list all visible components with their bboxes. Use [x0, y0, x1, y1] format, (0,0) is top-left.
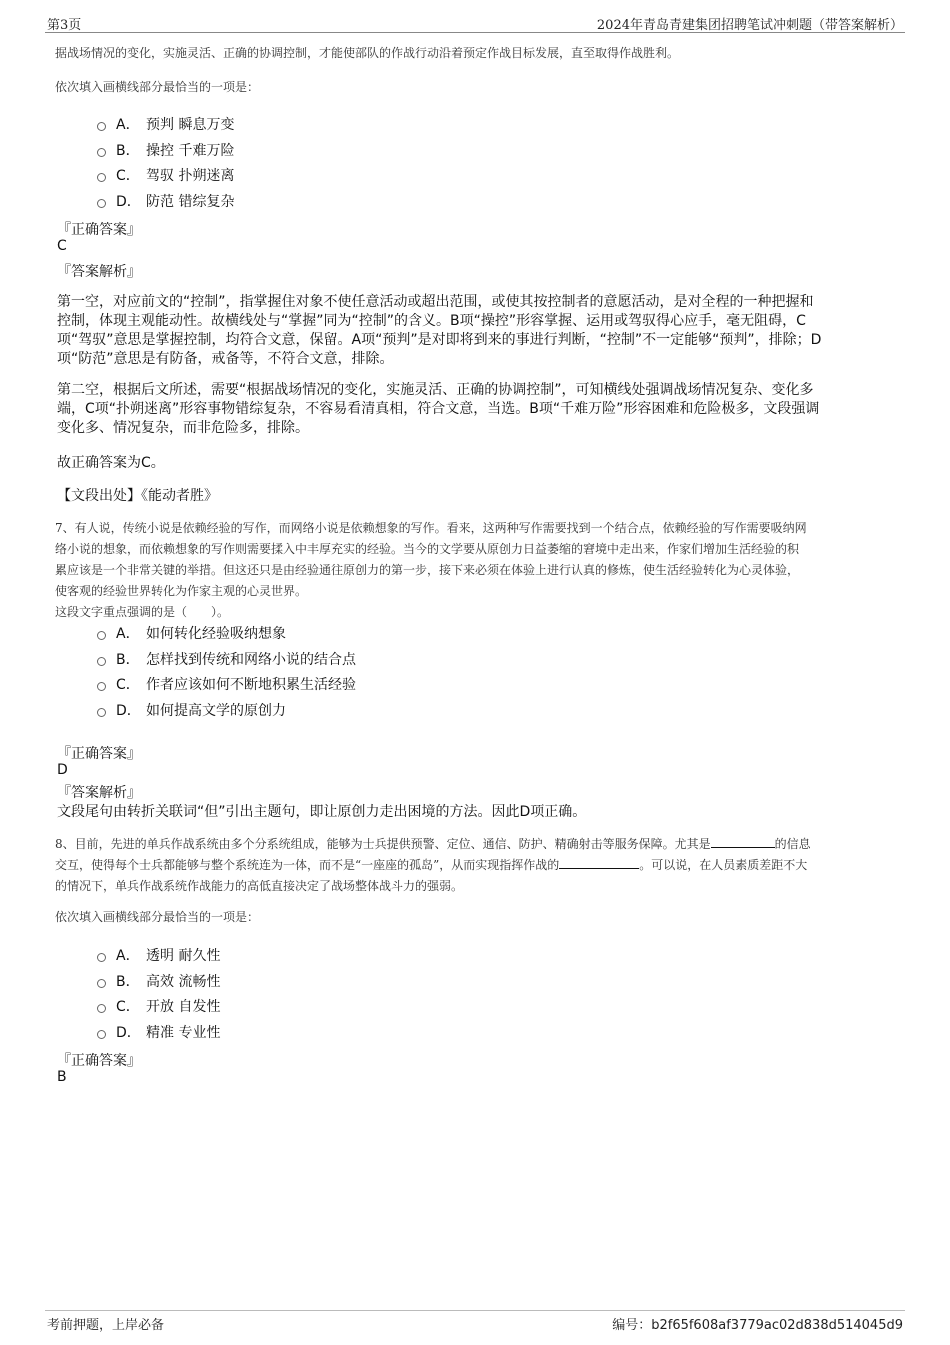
- option-text: 操控 千难万险: [146, 143, 235, 159]
- footer-divider: [45, 1310, 905, 1311]
- q6-analysis-label: 『答案解析』: [57, 264, 141, 280]
- footer-code: [612, 1314, 903, 1333]
- option-text: 透明 耐久性: [146, 948, 221, 964]
- option-text: 精准 专业性: [146, 1025, 221, 1041]
- option-text: 防范 错综复杂: [146, 194, 235, 210]
- stem-line: 络小说的想象，而依赖想象的写作则需要揉入中丰厚充实的经验。当今的文学要从原创力日益萎缩的窘境中走出来，作家们增加生活经验的积: [55, 542, 800, 556]
- q8-answer-label: 『正确答案』: [57, 1053, 141, 1069]
- option-text: 如何提高文学的原创力: [146, 703, 286, 719]
- option-letter: C．: [116, 999, 140, 1015]
- stem-text: 交互，使得每个士兵都能够与整个系统连为一体，而不是“一座座的孤岛”，从而实现指挥作战的: [55, 858, 560, 872]
- stem-text: 的信息: [774, 837, 811, 851]
- radio-icon[interactable]: [97, 682, 106, 691]
- radio-icon[interactable]: [97, 1030, 106, 1039]
- q6-analysis-paragraph-1: [57, 293, 897, 369]
- blank-2: [559, 857, 639, 869]
- q6-option-b[interactable]: [97, 140, 234, 160]
- option-text: 怎样找到传统和网络小说的结合点: [146, 652, 356, 668]
- option-letter: A．: [116, 626, 140, 642]
- option-letter: B．: [116, 143, 140, 159]
- option-letter: D．: [116, 194, 141, 210]
- radio-icon[interactable]: [97, 122, 106, 131]
- option-letter: C．: [116, 168, 140, 184]
- q7-analysis: 文段尾句由转折关联词“但”引出主题句，即让原创力走出困境的方法。因此D项正确。: [57, 804, 587, 820]
- radio-icon[interactable]: [97, 708, 106, 717]
- option-letter: B．: [116, 652, 140, 668]
- option-text: 预判 瞬息万变: [146, 117, 235, 133]
- option-letter: C．: [116, 677, 140, 693]
- q8-stem: [55, 834, 905, 897]
- radio-icon[interactable]: [97, 953, 106, 962]
- q6-answer-label: 『正确答案』: [57, 222, 141, 238]
- header-divider: [45, 32, 905, 33]
- option-letter: B．: [116, 974, 140, 990]
- q6-option-a[interactable]: [97, 114, 234, 134]
- q6-stem-tail: 据战场情况的变化，实施灵活、正确的协调控制，才能使部队的作战行动沿着预定作战目标发展，直至取得作战胜利。: [55, 46, 680, 60]
- radio-icon[interactable]: [97, 631, 106, 640]
- q6-option-c[interactable]: [97, 165, 234, 185]
- analysis-line: 第一空，对应前文的“控制”，指掌握住对象不使任意活动或超出范围，或使其按控制者的意愿活动，是对全程的一种把握和: [57, 294, 814, 310]
- analysis-line: 端，C项“扑朔迷离”形容事物错综复杂，不容易看清真相，符合文意，当选。B项“千难万险”形容困难和危险极多，文段强调: [57, 401, 820, 417]
- stem-line: 累应该是一个非常关键的举措。但这还只是由经验通往原创力的第一步，接下来必须在体验上进行认真的修炼，使生活经验转化为心灵体验，: [55, 563, 800, 577]
- q8-option-a[interactable]: [97, 945, 220, 965]
- q7-option-d[interactable]: [97, 700, 286, 720]
- radio-icon[interactable]: [97, 657, 106, 666]
- q7-analysis-label: 『答案解析』: [57, 785, 141, 801]
- code-value: b2f65f608af3779ac02d838d514045d9: [651, 1318, 903, 1333]
- stem-line: 的情况下，单兵作战系统作战能力的高低直接决定了战场整体战斗力的强弱。: [55, 879, 464, 893]
- radio-icon[interactable]: [97, 1004, 106, 1013]
- option-text: 如何转化经验吸纳想象: [146, 626, 286, 642]
- q8-option-d[interactable]: [97, 1022, 220, 1042]
- q8-option-c[interactable]: [97, 996, 220, 1016]
- option-letter: A．: [116, 117, 140, 133]
- q8-answer: B: [57, 1069, 67, 1085]
- blank-1: [711, 836, 775, 848]
- q6-answer: C: [57, 238, 67, 254]
- stem-line: [55, 855, 905, 876]
- stem-text: 。可以说，在人员素质差距不大: [639, 858, 808, 872]
- radio-icon[interactable]: [97, 979, 106, 988]
- q6-instruction: 依次填入画横线部分最恰当的一项是：: [55, 80, 260, 94]
- code-label: 编号：: [612, 1318, 652, 1333]
- q7-answer-label: 『正确答案』: [57, 746, 141, 762]
- analysis-line: 变化多、情况复杂，而非危险多，排除。: [57, 420, 309, 436]
- page-number: 第3页: [47, 18, 82, 33]
- q8-option-b[interactable]: [97, 971, 220, 991]
- option-letter: D．: [116, 1025, 141, 1041]
- analysis-line: 项“防范”意思是有防备，戒备等，不符合文意，排除。: [57, 351, 394, 367]
- option-letter: D．: [116, 703, 141, 719]
- stem-line: 这段文字重点强调的是（ ）。: [55, 605, 230, 619]
- footer-slogan: 考前押题，上岸必备: [47, 1318, 165, 1333]
- q7-option-a[interactable]: [97, 623, 286, 643]
- stem-text: 8、目前，先进的单兵作战系统由多个分系统组成，能够为士兵提供预警、定位、通信、防护、精确射击等服务保障。尤其是: [55, 837, 711, 851]
- option-text: 高效 流畅性: [146, 974, 221, 990]
- q6-option-d[interactable]: [97, 191, 234, 211]
- radio-icon[interactable]: [97, 173, 106, 182]
- option-letter: A．: [116, 948, 140, 964]
- stem-line: 7、有人说，传统小说是依赖经验的写作，而网络小说是依赖想象的写作。看来，这两种写作需要找到一个结合点，依赖经验的写作需要吸纳网: [55, 521, 807, 535]
- q8-instruction: 依次填入画横线部分最恰当的一项是：: [55, 910, 260, 924]
- q7-option-c[interactable]: [97, 674, 356, 694]
- radio-icon[interactable]: [97, 148, 106, 157]
- q7-stem: [55, 518, 905, 623]
- analysis-line: 第二空，根据后文所述，需要“根据战场情况的变化，实施灵活、正确的协调控制”，可知横线处强调战场情况复杂、变化多: [57, 382, 814, 398]
- stem-line: 使客观的经验世界转化为作家主观的心灵世界。: [55, 584, 308, 598]
- analysis-line: 控制，体现主观能动性。故横线处与“掌握”同为“控制”的含义。B项“操控”形容掌握、运用或驾驭得心应手，毫无阻碍，C: [57, 313, 806, 329]
- q6-analysis-paragraph-2: [57, 381, 897, 438]
- document-title: 2024年青岛青建集团招聘笔试冲刺题（带答案解析）: [596, 18, 903, 33]
- option-text: 开放 自发性: [146, 999, 221, 1015]
- q6-conclusion: 故正确答案为C。: [57, 455, 165, 471]
- option-text: 驾驭 扑朔迷离: [146, 168, 235, 184]
- option-text: 作者应该如何不断地积累生活经验: [146, 677, 356, 693]
- q7-answer: D: [57, 762, 68, 778]
- q6-source: 【文段出处】《能动者胜》: [57, 488, 218, 504]
- stem-line: [55, 834, 905, 855]
- q7-option-b[interactable]: [97, 649, 356, 669]
- analysis-line: 项“驾驭”意思是掌握控制，均符合文意，保留。A项“预判”是对即将到来的事进行判断，“控制”不一定能够“预判”，排除；D: [57, 332, 822, 348]
- radio-icon[interactable]: [97, 199, 106, 208]
